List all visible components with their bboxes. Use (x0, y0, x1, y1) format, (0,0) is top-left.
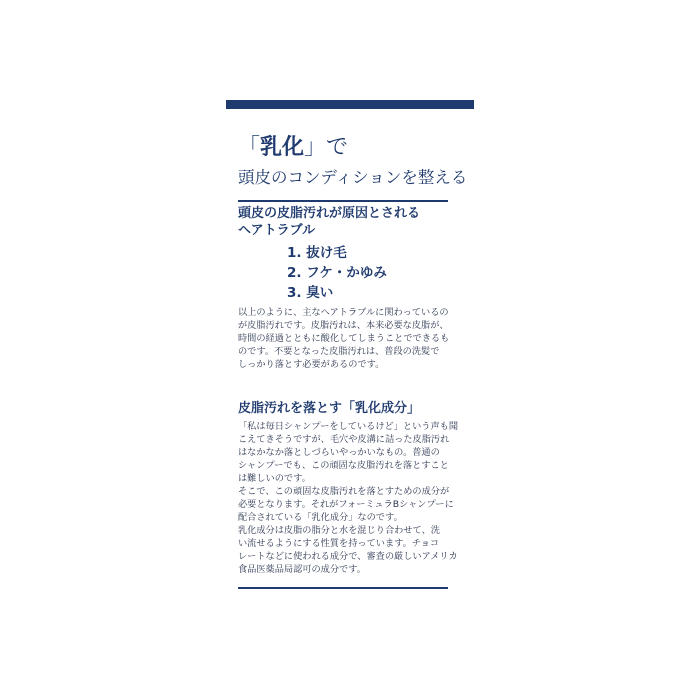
paragraph-line: 「私は毎日シャンプーをしているけど」という声も聞 (238, 421, 459, 432)
paragraph-line: のです。不要となった皮脂汚れは、普段の洗髪で (238, 346, 440, 357)
paragraph-line: 配合されている「乳化成分」なのです。 (238, 512, 403, 523)
paragraph-line: はなかなか落としづらいやっかいなもの。普通の (238, 447, 440, 458)
title-emphasis: 乳化 (260, 135, 305, 160)
hair-trouble-list (287, 243, 387, 303)
list-item: 1. 抜け毛 (287, 245, 347, 261)
paragraph-line: は難しいのです。 (238, 473, 311, 484)
section1-paragraph (238, 306, 452, 371)
top-accent-bar (226, 100, 474, 109)
paragraph-line: 必要となります。それがフォーミュラBシャンプーに (238, 499, 454, 510)
paragraph-line: が皮脂汚れです。皮脂汚れは、本来必要な皮脂が、 (238, 320, 449, 331)
page-subtitle: 頭皮のコンディションを整える (238, 168, 468, 187)
section1-heading-line2: ヘアトラブル (238, 223, 316, 238)
divider-bottom (238, 587, 448, 589)
title-prefix: 「 (238, 135, 261, 160)
paragraph-line: レートなどに使われる成分で、審査の厳しいアメリカ (238, 551, 458, 562)
paragraph-line: 食品医薬品局認可の成分です。 (238, 564, 366, 575)
section1-heading (238, 205, 420, 239)
paragraph-line: こえてきそうですが、毛穴や皮溝に詰った皮脂汚れ (238, 434, 450, 445)
divider-top (238, 200, 448, 202)
paragraph-line: 乳化成分は皮脂の脂分と水を混じり合わせて、洗 (238, 525, 440, 536)
paragraph-line: い流せるようにする性質を持っています。チョコ (238, 538, 440, 549)
list-item: 2. フケ・かゆみ (287, 265, 387, 281)
title-suffix: 」で (304, 135, 349, 160)
paragraph-line: そこで、この頑固な皮脂汚れを落とすための成分が (238, 486, 450, 497)
section2-heading: 皮脂汚れを落とす「乳化成分」 (238, 401, 421, 416)
page-title (238, 130, 348, 161)
paragraph-line: 以上のように、主なヘアトラブルに関わっているの (238, 307, 449, 318)
paragraph-line: シャンプーでも、この頑固な皮脂汚れを落とすこと (238, 460, 449, 471)
paragraph-line: しっかり落とす必要があるのです。 (238, 359, 385, 370)
section2-paragraph (238, 420, 459, 576)
section1-heading-line1: 頭皮の皮脂汚れが原因とされる (238, 206, 421, 221)
paragraph-line: 時間の経過とともに酸化してしまうことでできるも (238, 333, 450, 344)
list-item: 3. 臭い (287, 285, 334, 301)
